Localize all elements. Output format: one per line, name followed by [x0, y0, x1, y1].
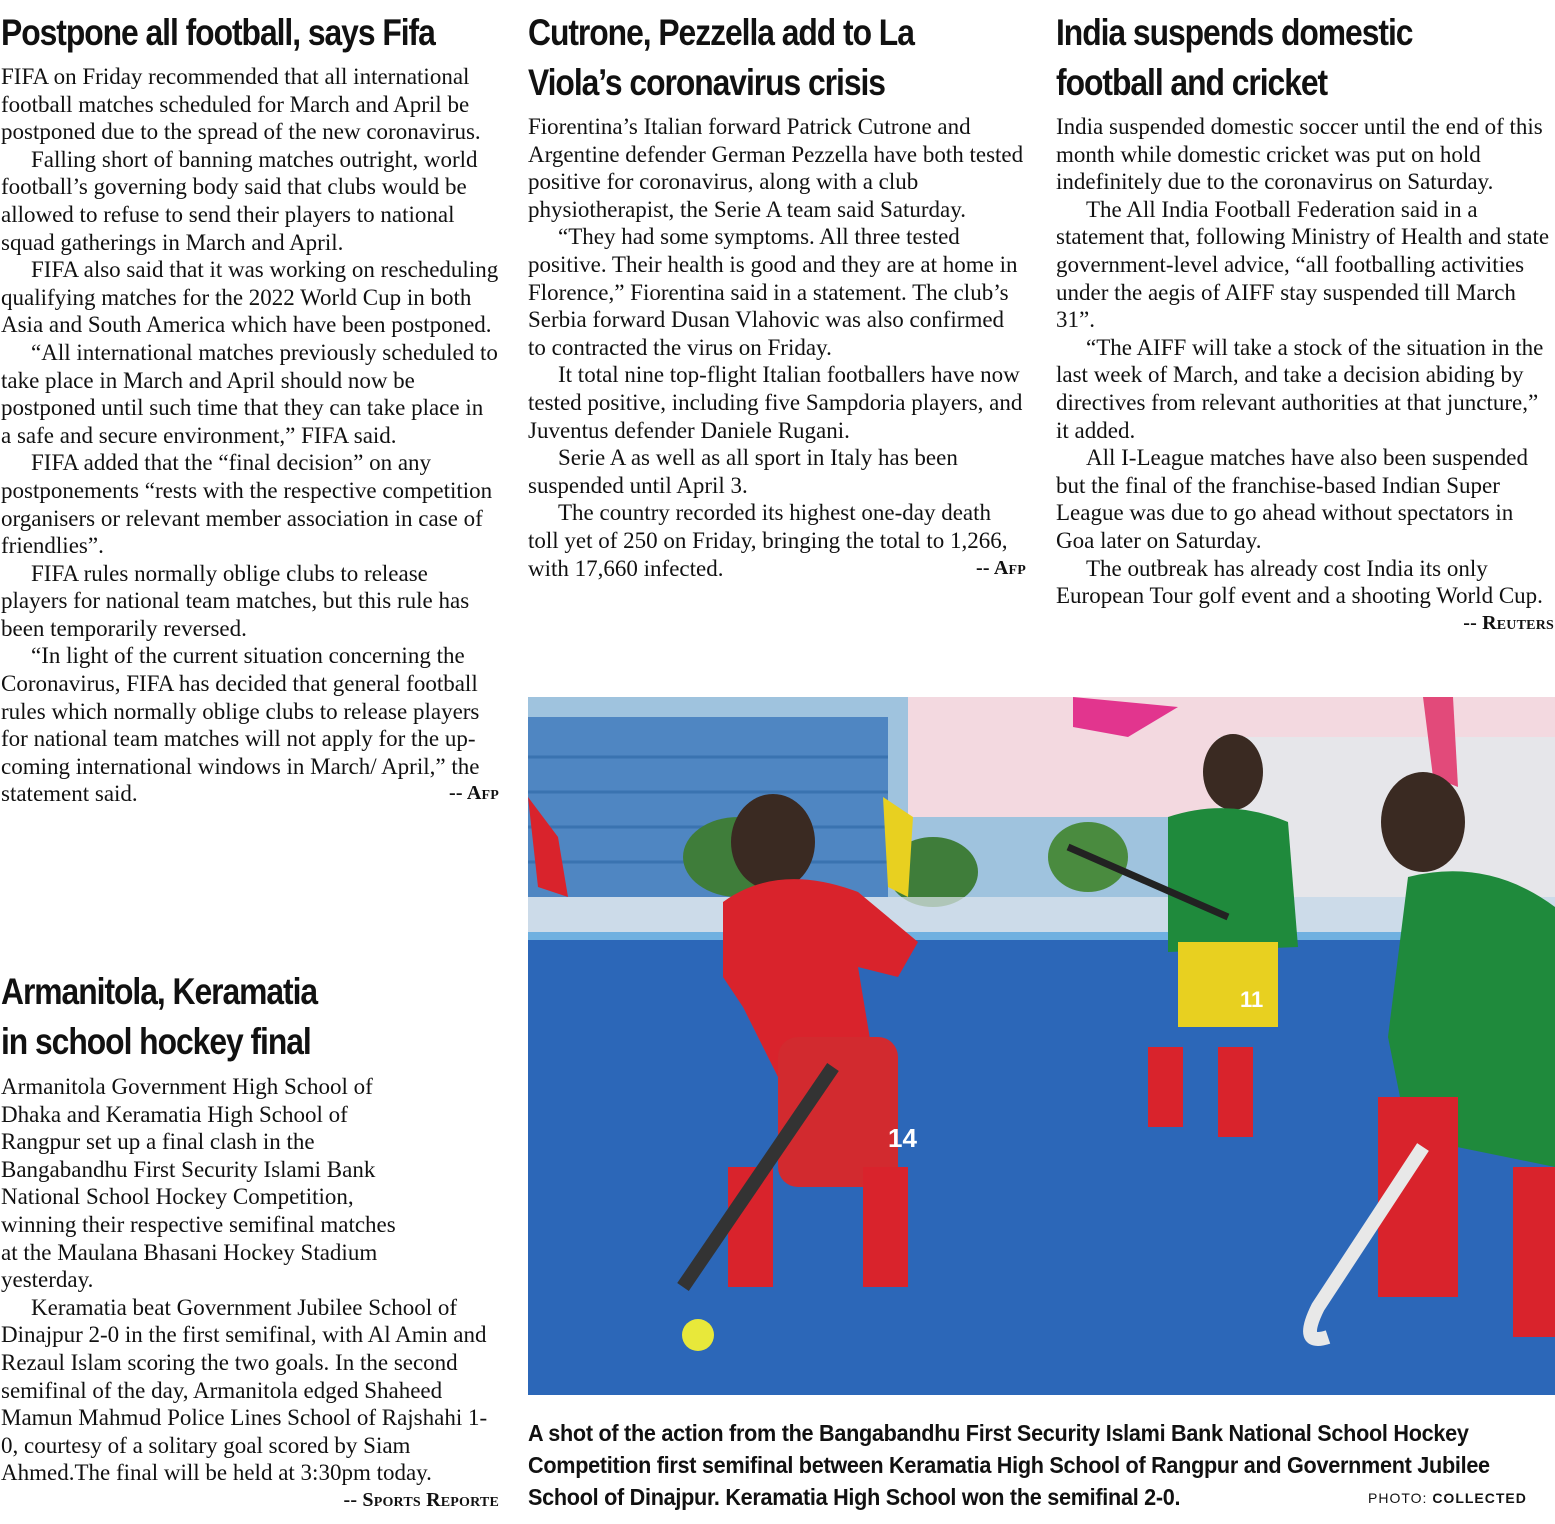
byline-credit: -- Afp [449, 782, 499, 805]
photo-credit [1368, 1490, 1527, 1506]
hockey-photo-illustration [528, 697, 1555, 1395]
paragraph [1, 1294, 499, 1511]
red-sock [1218, 1047, 1253, 1137]
headline-hockey [1, 967, 429, 1067]
paragraph: All I-League matches have also been suspended but the final of the franchise-based Indian Super League was due to go ahead without spectators in Goa later on Saturday. [1056, 445, 1528, 553]
headline-line: Armanitola, Keramatia [1, 971, 318, 1012]
paragraph-text: The country recorded its highest one-day death toll yet of 250 on Friday, bringing the total to 1,266, with 17,660 infected. [528, 500, 1008, 581]
jersey-number: 14 [888, 1123, 917, 1153]
headline-line: football and cricket [1056, 62, 1328, 103]
hockey-photo [528, 697, 1555, 1395]
photo-caption-text: A shot of the action from the Bangabandhu First Security Islami Bank National School Hockey Competition first semifinal between Keramatia High School of Rangpur and Government Jubilee School of Dinajpur. Keramatia High School won the semifinal 2-0. [528, 1420, 1490, 1510]
paragraph-text: The outbreak has already cost India its only European Tour golf event and a shooting World Cup. [1056, 555, 1543, 609]
paragraph: “All international matches previously scheduled to take place in March and April should now be postponed until such time that they can take place in a safe and secure environment,” FIFA said. [1, 339, 498, 448]
headline-line: Cutrone, Pezzella add to La [528, 12, 914, 53]
paragraph: Fiorentina’s Italian forward Patrick Cutrone and Argentine defender German Pezzella have both tested positive for coronavirus, along with a club physiotherapist, the Serie A team said Saturday. [528, 114, 1024, 222]
jersey-number: 11 [1240, 987, 1264, 1012]
byline-credit: -- Afp [976, 556, 1026, 579]
paragraph: FIFA on Friday recommended that all international football matches scheduled for March and April be postponed due to the spread of the new coronavirus. [1, 64, 481, 145]
paragraph: FIFA rules normally oblige clubs to release players for national team matches, but this rule has been temporarily reversed. [1, 560, 470, 641]
paragraph: FIFA added that the “final decision” on any postponements “rests with the respective competition organisers or relevant member association in case of friendlies”. [1, 450, 493, 559]
headline-line: Viola’s coronavirus crisis [528, 62, 885, 103]
paragraph: India suspended domestic soccer until the end of this month while domestic cricket was put on hold indefinitely due to the coronavirus on Saturday. [1056, 114, 1543, 195]
paragraph [528, 499, 1026, 582]
paragraph: Armanitola Government High School of Dhaka and Keramatia High School of Rangpur set up a final clash in the Bangabandhu First Security Islami Bank National School Hockey Competition, winning their respective semifinal matches at the Maulana Bhasani Hockey Stadium yesterday. [1, 1074, 396, 1293]
paragraph: Falling short of banning matches outright, world football’s governing body said that clubs would be allowed to refuse to send their players to national squad gatherings in March and April. [1, 146, 478, 255]
paragraph: The All India Football Federation said in a statement that, following Ministry of Health and state government-level advice, “all footballing activities under the aegis of AIFF stay suspended till March 31”. [1056, 196, 1550, 333]
player-head [1381, 772, 1465, 872]
red-sock [863, 1167, 908, 1287]
article-viola [528, 8, 1026, 582]
article-body-fifa [1, 63, 499, 808]
paragraph [1056, 555, 1554, 634]
red-sock [1513, 1167, 1555, 1337]
article-body-india [1056, 113, 1554, 634]
article-fifa [1, 8, 499, 808]
headline-india [1056, 8, 1484, 108]
article-hockey [1, 967, 499, 1515]
paragraph: Serie A as well as all sport in Italy has been suspended until April 3. [528, 445, 958, 498]
headline-line: India suspends domestic [1056, 12, 1413, 53]
paragraph: “They had some symptoms. All three tested positive. Their health is good and they are at home in Florence,” Fiorentina said in a statement. The club’s Serbia forward Dusan Vlahovic was also confirmed to contracted the virus on Friday. [528, 224, 1018, 360]
paragraph: “The AIFF will take a stock of the situation in the last week of March, and take a decision abiding by directives from relevant authorities at that juncture,” it added. [1056, 334, 1544, 443]
article-body-viola [528, 113, 1026, 582]
headline-viola [528, 8, 956, 108]
photo-credit-label: PHOTO: [1368, 1490, 1428, 1506]
player-head [731, 794, 815, 890]
paragraph: It total nine top-flight Italian footballers have now tested positive, including five Sampdoria players, and Juventus defender Daniele Rugani. [528, 362, 1023, 443]
fence [528, 897, 1555, 937]
headline-line: in school hockey final [1, 1021, 311, 1062]
byline-credit: -- Reuters [1463, 611, 1554, 634]
article-body-hockey [1, 1073, 499, 1511]
paragraph [1, 642, 499, 808]
article-india [1056, 8, 1554, 637]
green-jersey [1168, 808, 1298, 952]
hockey-ball [682, 1319, 714, 1351]
byline-credit: -- Sports Reporte [343, 1488, 499, 1511]
paragraph-text: Keramatia beat Government Jubilee School of Dinajpur 2-0 in the first semifinal, with Al Amin and Rezaul Islam scoring the two goals. In the second semifinal of the day, Armanitola edged Shaheed Mamun Mahmud Police Lines School of Rajshahi 1-0, courtesy of a solitary goal scored by Siam Ahmed.The final will be held at 3:30pm today. [1, 1294, 488, 1486]
headline-fifa: Postpone all football, says Fifa [1, 12, 435, 53]
photo-credit-value: COLLECTED [1432, 1490, 1527, 1506]
photo-caption [528, 1417, 1493, 1513]
player-head [1203, 734, 1263, 810]
red-sock [1148, 1047, 1183, 1127]
yellow-shorts [1178, 942, 1278, 1027]
paragraph: FIFA also said that it was working on rescheduling qualifying matches for the 2022 World Cup in both Asia and South America which have been postponed. [1, 257, 499, 338]
paragraph-text: “In light of the current situation concerning the Coronavirus, FIFA has decided that general football rules which normally oblige clubs to release players for national team matches will not apply for the up-coming international windows in March/ April,” the statement said. [1, 643, 480, 807]
